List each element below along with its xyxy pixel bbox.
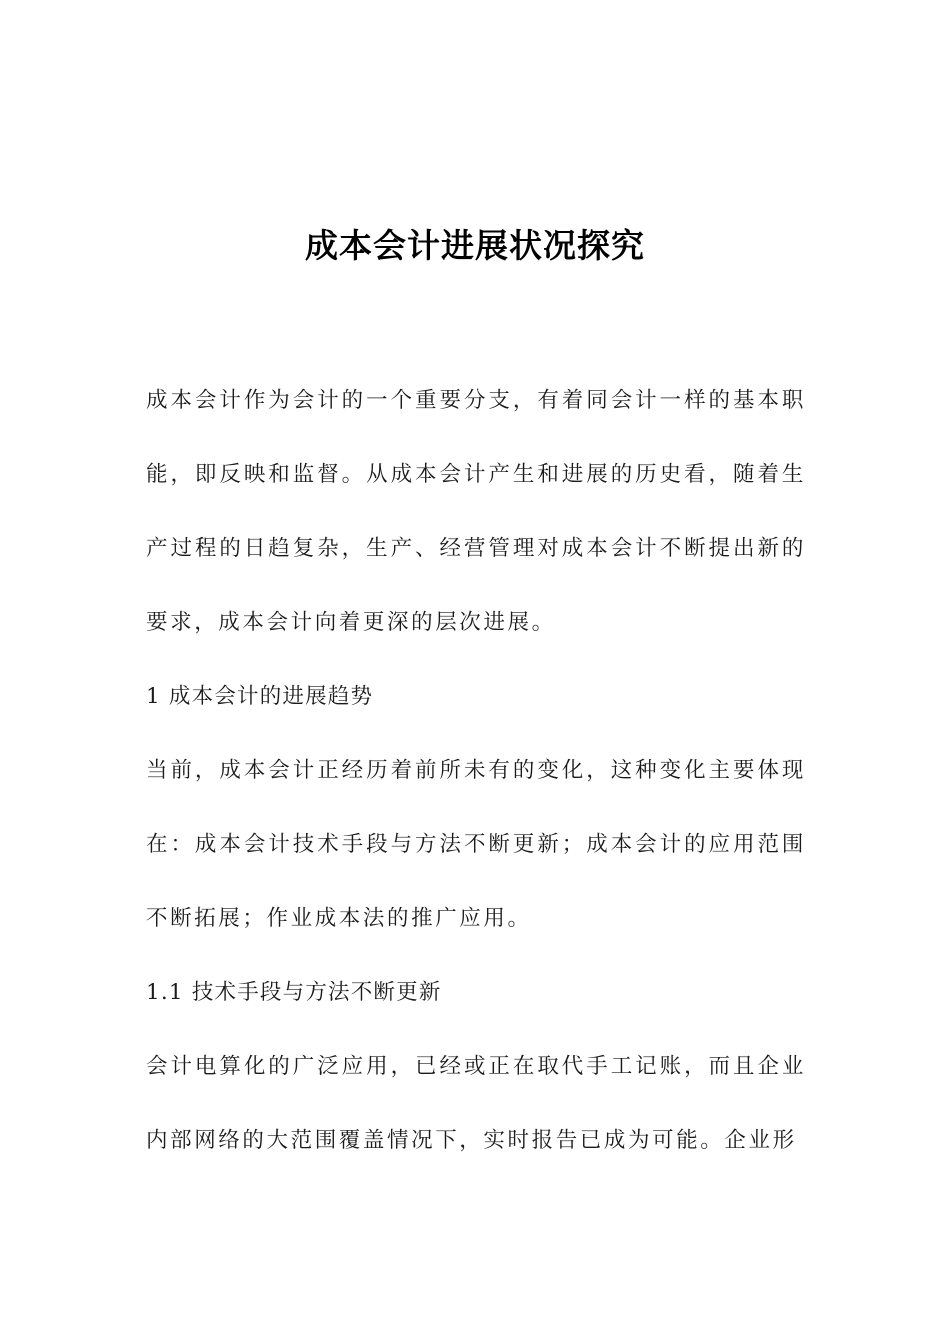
paragraph-intro: 成本会计作为会计的一个重要分支，有着同会计一样的基本职能，即反映和监督。从成本会计产生和进展的历史看，随着生产过程的日趋复杂，生产、经营管理对成本会计不断提出新的要求，成本会计向着更深的层次进展。	[146, 388, 806, 635]
section-heading-1: 1 成本会计的进展趋势	[146, 684, 374, 709]
section-heading-1-1: 1.1 技术手段与方法不断更新	[146, 980, 442, 1005]
paragraph-trends: 当前，成本会计正经历着前所未有的变化，这种变化主要体现在：成本会计技术手段与方法不断更新；成本会计的应用范围不断拓展；作业成本法的推广应用。	[146, 758, 806, 931]
document-title: 成本会计进展状况探究	[305, 226, 645, 265]
paragraph-technology: 会计电算化的广泛应用，已经或正在取代手工记账，而且企业内部网络的大范围覆盖情况下，实时报告已成为可能。企业形	[146, 1054, 806, 1153]
